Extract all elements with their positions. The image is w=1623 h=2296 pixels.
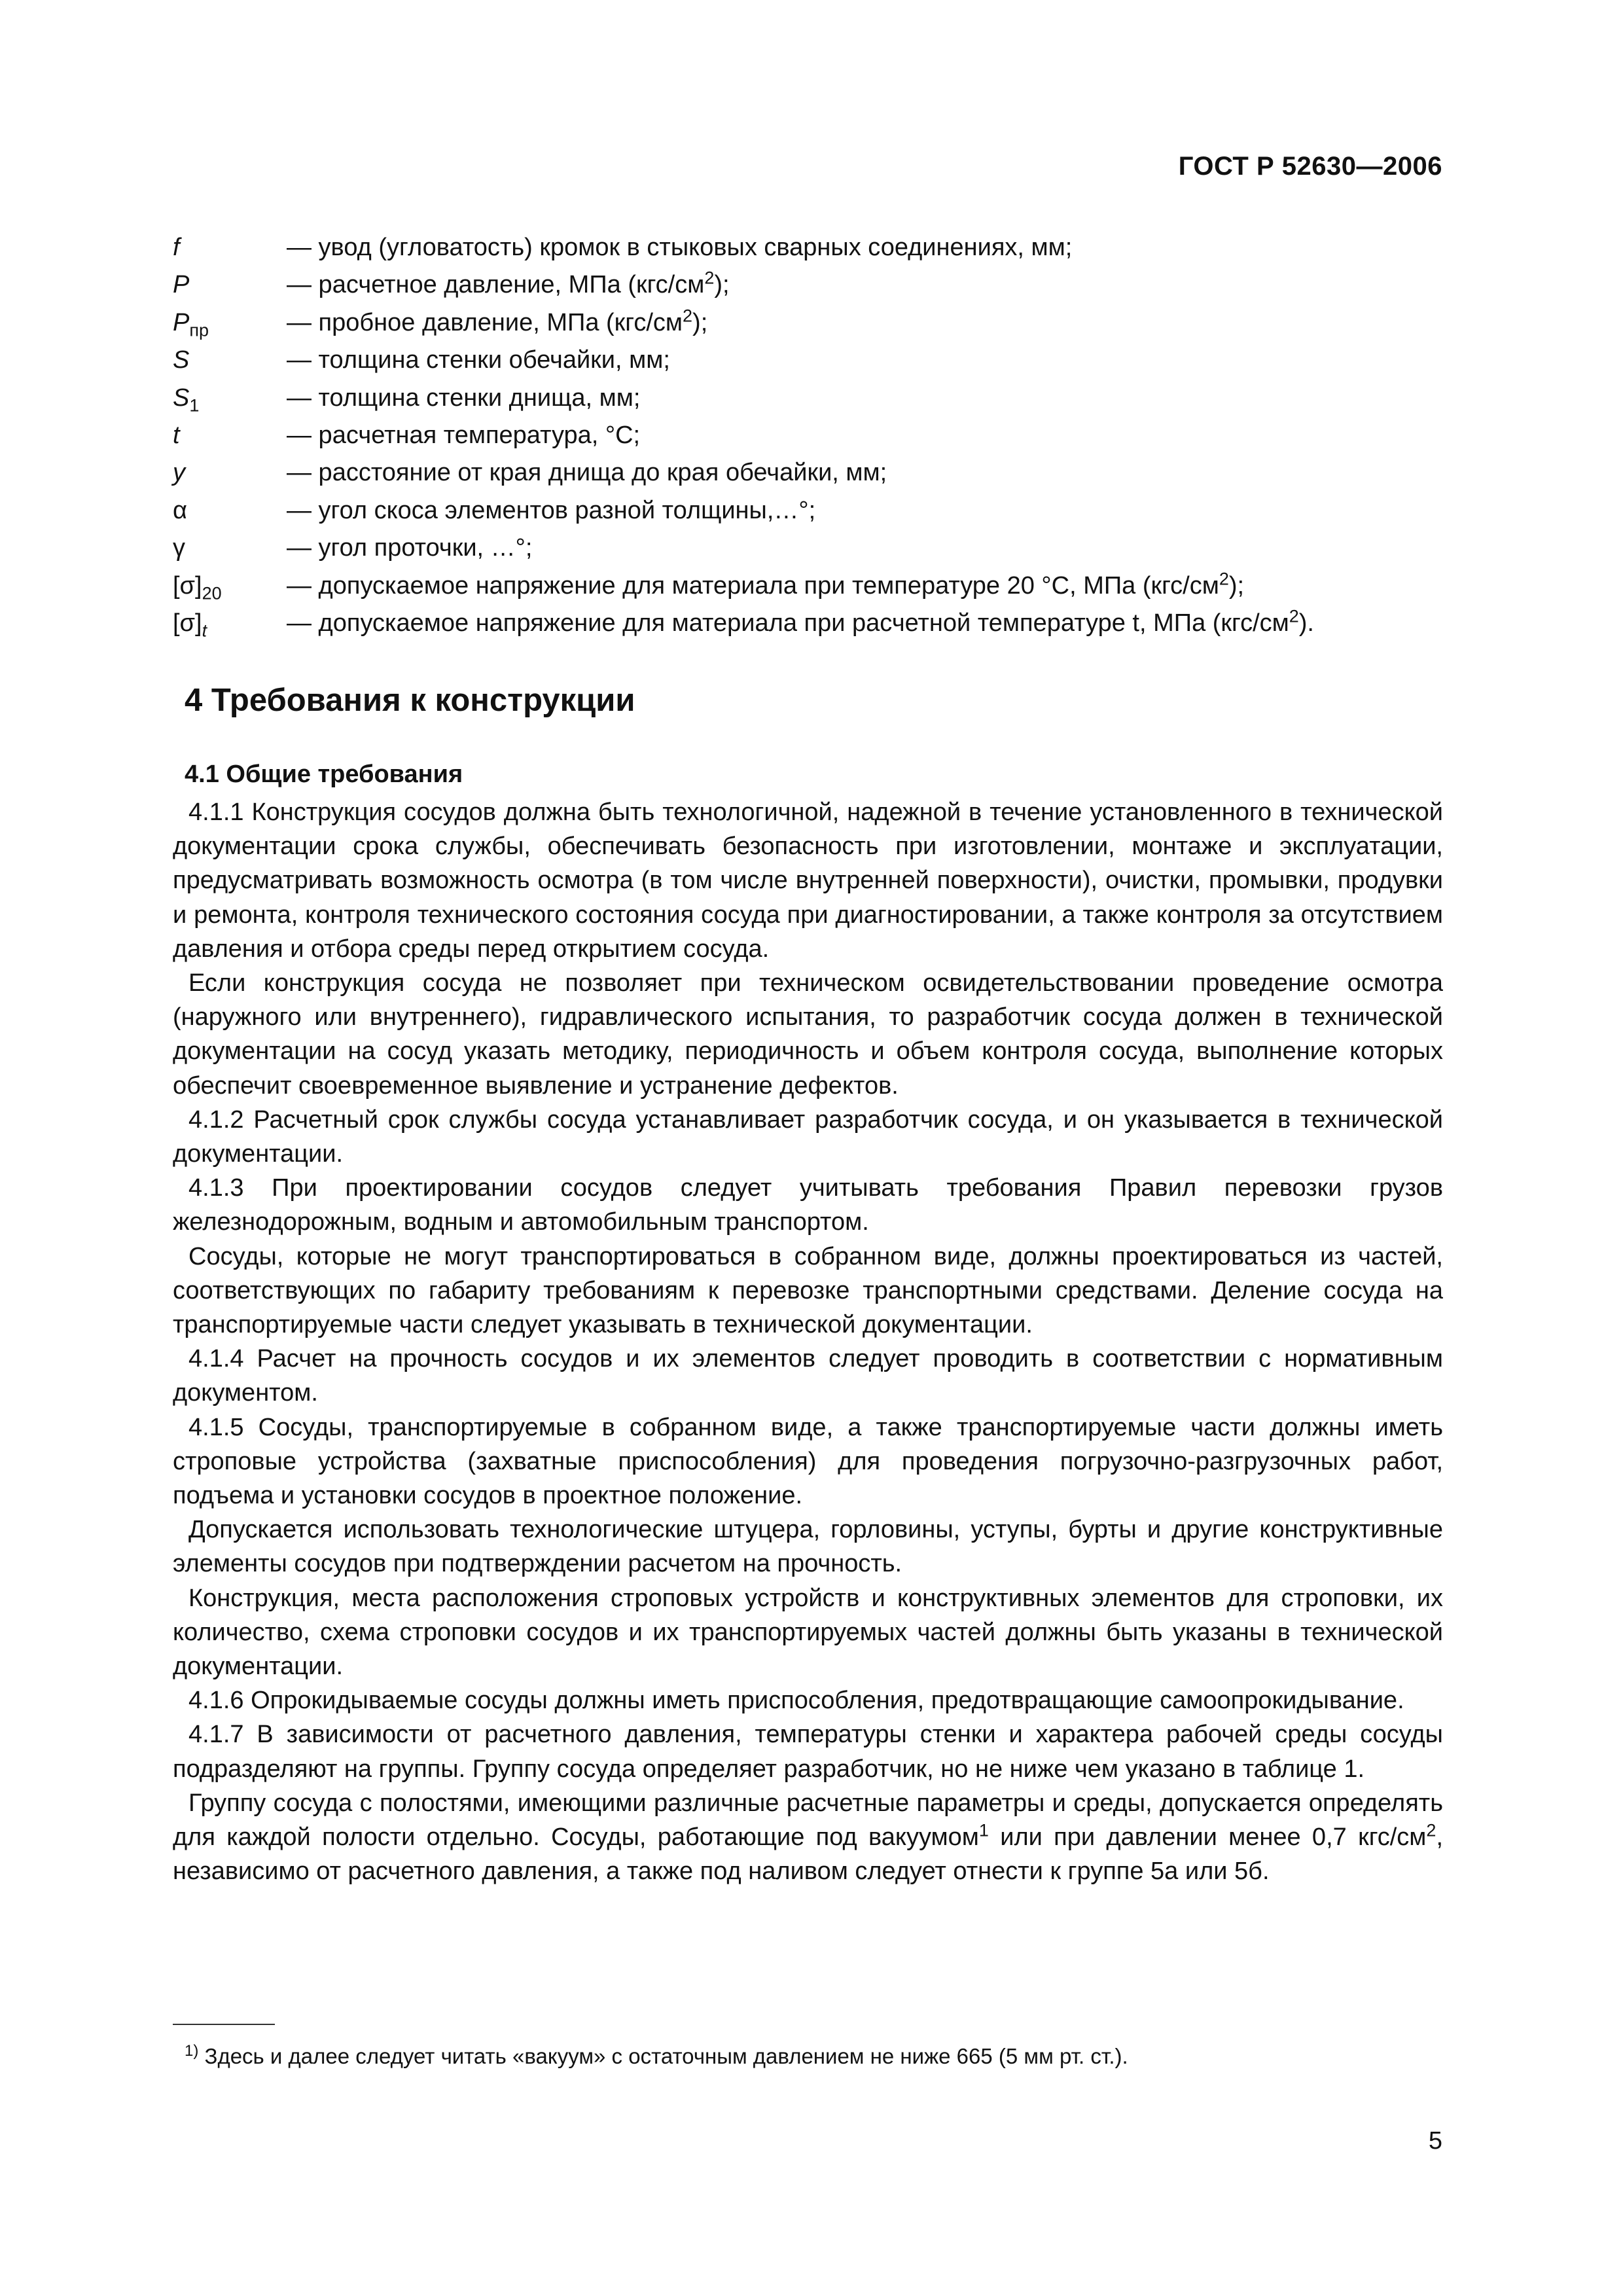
symbol-row-t [173,417,1455,454]
symbol-row-sigma-t [173,605,1455,642]
symbol: $P_{пр}$ [173,308,209,340]
symbol-description: — увод (угловатость) кромок в стыковых сварных соединениях, мм; [287,234,1073,261]
symbol-description: — допускаемое напряжение для материала при температуре 20 °С, МПа $(кгс/см^2)$; [287,568,1245,600]
symbol-row-p-pr [173,304,1455,342]
symbol-description: — допускаемое напряжение для материала при расчетной температуре t, МПа $(кгс/см^2)$. [287,606,1314,637]
symbol: y [173,459,185,487]
paragraph: 4.1.2 Расчетный срок службы сосуда устанавливает разработчик сосуда, и он указывается в технической документации. [173,1105,1443,1168]
symbol: $S_1$ [173,384,200,416]
symbol: α [173,496,187,524]
footnote-divider [173,2024,275,2025]
symbol-description: — толщина стенки обечайки, мм; [287,346,670,374]
paragraph: 4.1.5 Сосуды, транспортируемые в собранном виде, а также транспортируемые части должны иметь строповые устройства (захватные приспособления) для проведения погрузочно-разгрузочных работ, подъема и установки сосудов в проектное положение. [173,1413,1443,1510]
body-text [173,795,1443,1889]
symbol-row-p [173,266,1455,304]
footnote-marker: 1) [185,2042,199,2060]
paragraph: 4.1.3 При проектировании сосудов следует учитывать требования Правил перевозки грузов железнодорожным, водным и автомобильным транспортом. [173,1174,1443,1236]
paragraph: 4.1.1 Конструкция сосудов должна быть технологичной, надежной в течение установленного в технической документации срока службы, обеспечивать безопасность при изготовлении, монтаже и эксплуатации, предусматривать возможность осмотра (в том числе внутренней поверхности), очистки, промывки, продувки и ремонта, контроля технического состояния сосуда при диагностировании, а также контроля за отсутствием давления и отбора среды перед открытием сосуда. [173,798,1443,963]
footnote: $^{1)}$ Здесь и далее следует читать «вакуум» с остаточным давлением не ниже 665 (5 мм рт. ст.). [185,2042,1128,2068]
symbol: f [173,234,180,261]
symbol: S [173,346,190,374]
symbol: $[\sigma]_t$ [173,609,207,641]
symbol-row-alpha [173,492,1455,529]
symbol-row-s1 [173,380,1455,417]
symbol: $[\sigma]_{20}$ [173,571,222,603]
symbol-description: — расчетное давление, МПа $(кгс/см^2)$; [287,268,730,299]
symbol-description: — толщина стенки днища, мм; [287,384,641,412]
symbol-description: — пробное давление, МПа $(кгс/см^2)$; [287,306,708,336]
paragraph: 4.1.6 Опрокидываемые сосуды должны иметь приспособления, предотвращающие самоопрокидывание. [188,1687,1404,1715]
paragraph: Допускается использовать технологические штуцера, горловины, уступы, бурты и другие конструктивные элементы сосудов при подтверждении расчетом на прочность. [173,1516,1443,1578]
paragraph: Если конструкция сосуда не позволяет при техническом освидетельствовании проведение осмотра (наружного или внутреннего), гидравлического испытания, то разработчик сосуда должен в технической документации на сосуд указать методику, периодичность и объем контроля сосуда, выполнение которых обеспечит своевременное выявление и устранение дефектов. [173,969,1443,1100]
symbol: t [173,421,180,449]
symbol-row-s [173,342,1455,379]
subsection-title: 4.1 Общие требования [185,761,463,788]
symbol-row-f [173,229,1455,266]
symbol-description: — расстояние от края днища до края обечайки, мм; [287,459,887,487]
symbol-description: — угол скоса элементов разной толщины,…°; [287,496,816,524]
symbol-row-y [173,454,1455,492]
paragraph: Группу сосуда с полостями, имеющими различные расчетные параметры и среды, допускается определять для каждой полости отдельно. Сосуды, работающие под вакуумом$^1$ или при давлении менее 0,7 кгс/$см^2$, независимо от расчетного давления, а также под наливом следует отнести к группе 5а или 5б. [173,1789,1443,1886]
paragraph: 4.1.4 Расчет на прочность сосудов и их элементов следует проводить в соответствии с нормативным документом. [173,1345,1443,1407]
symbol: P [173,271,190,299]
page-number: 5 [1428,2127,1442,2155]
symbol-list [173,229,1455,642]
paragraph: 4.1.7 В зависимости от расчетного давления, температуры стенки и характера рабочей среды сосуды подразделяют на группы. Группу сосуда определяет разработчик, но не ниже чем указано в таблице 1. [173,1721,1443,1783]
paragraph: Конструкция, места расположения строповых устройств и конструктивных элементов для строповки, их количество, схема строповки сосудов и их транспортируемых частей должны быть указаны в технической документации. [173,1584,1443,1681]
symbol-row-gamma [173,529,1455,567]
paragraph: Сосуды, которые не могут транспортироваться в собранном виде, должны проектироваться из частей, соответствующих по габариту требованиям к перевозке транспортными средствами. Деление сосуда на транспортируемые части следует указывать в технической документации. [173,1242,1443,1339]
symbol-row-sigma-20 [173,567,1455,605]
symbol: γ [173,534,185,562]
symbol-description: — расчетная температура, °С; [287,421,641,449]
section-title: 4 Требования к конструкции [185,683,635,718]
symbol-description: — угол проточки, …°; [287,534,533,562]
footnote-reference[interactable]: 1 [978,1820,989,1840]
standard-code-header: ГОСТ Р 52630—2006 [1178,152,1442,181]
